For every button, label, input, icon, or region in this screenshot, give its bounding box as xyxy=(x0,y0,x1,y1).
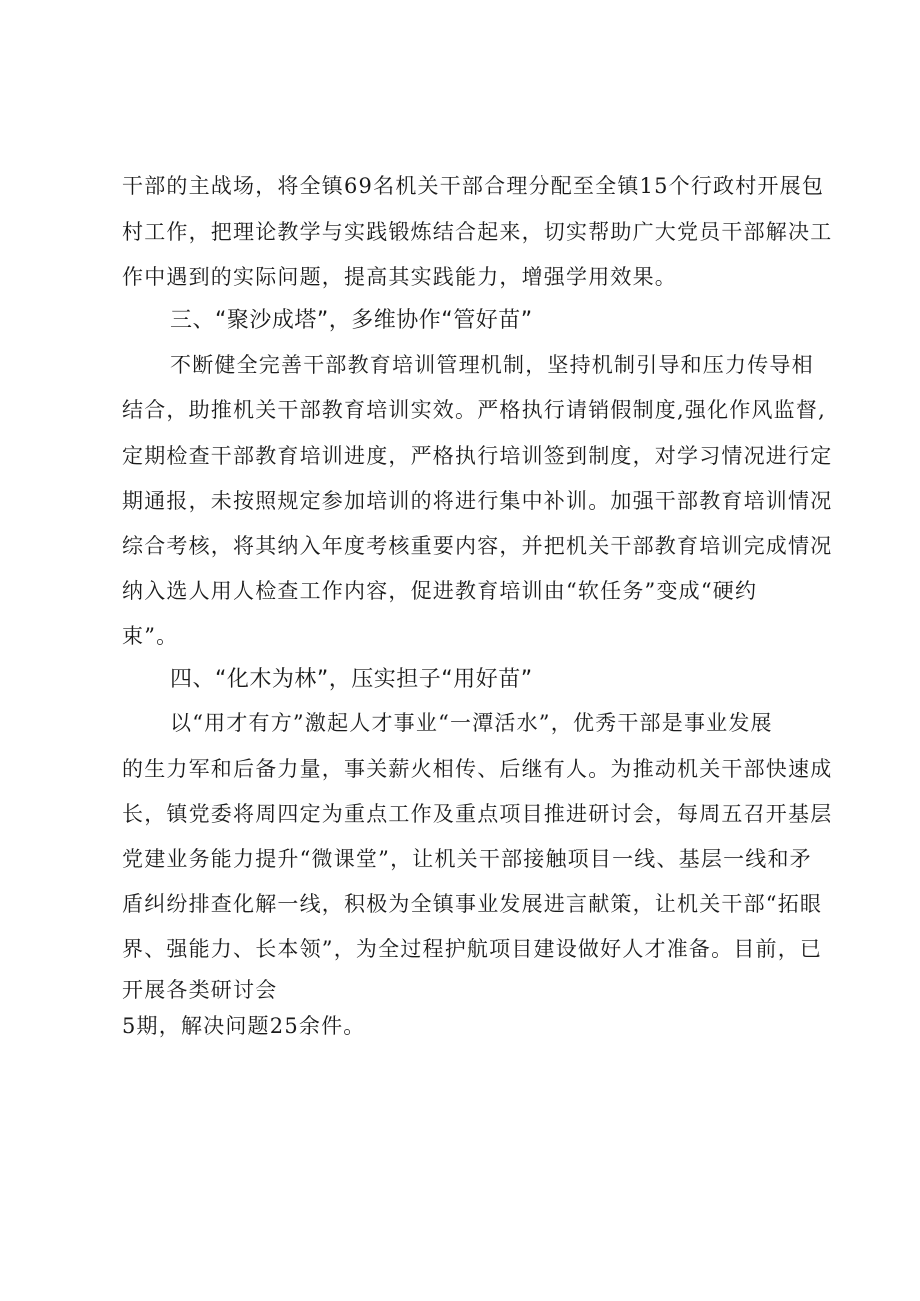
section-3-line-1: 不断健全完善干部教育培训管理机制，坚持机制引导和压力传导相 xyxy=(170,353,814,377)
section-4-line-8: 5期，解决问题25余件。 xyxy=(122,1014,366,1038)
section-3-line-5: 综合考核，将其纳入年度考核重要内容，并把机关干部教育培训完成情况 xyxy=(122,534,833,558)
section-4-line-6: 界、强能力、长本领”，为全过程护航项目建设做好人才准备。目前，已 xyxy=(122,937,823,961)
section-4-line-2: 的生力军和后备力量，事关薪火相传、后继有人。为推动机关干部快速成 xyxy=(122,757,833,781)
section-3-heading: 三、“聚沙成塔”，多维协作“管好苗” xyxy=(170,308,533,333)
section-4-heading: 四、“化木为林”，压实担子“用好苗” xyxy=(170,667,533,692)
section-3-line-3: 定期检查干部教育培训进度，严格执行培训签到制度，对学习情况进行定 xyxy=(122,444,833,468)
intro-line-3: 作中遇到的实际问题，提高其实践能力，增强学用效果。 xyxy=(122,265,677,289)
section-3-line-2: 结合，助推机关干部教育培训实效。严格执行请销假制度,强化作风监督, xyxy=(122,398,826,422)
intro-line-1: 干部的主战场，将全镇69名机关干部合理分配至全镇15个行政村开展包 xyxy=(122,174,825,198)
section-4-line-1: 以“用才有方”激起人才事业“一潭活水”，优秀干部是事业发展 xyxy=(170,711,773,735)
section-4-line-3: 长，镇党委将周四定为重点工作及重点项目推进研讨会，每周五召开基层 xyxy=(122,802,833,826)
section-3-line-7: 束”。 xyxy=(122,624,179,648)
section-4-line-4: 党建业务能力提升“微课堂”，让机关干部接触项目一线、基层一线和矛 xyxy=(122,847,812,871)
section-4-line-7: 开展各类研讨会 xyxy=(122,978,278,1002)
section-4-line-5: 盾纠纷排查化解一线，积极为全镇事业发展进言献策，让机关干部“拓眼 xyxy=(122,892,823,916)
section-3-line-6: 纳入选人用人检查工作内容，促进教育培训由“软任务”变成“硬约 xyxy=(122,579,758,603)
intro-line-2: 村工作，把理论教学与实践锻炼结合起来，切实帮助广大党员干部解决工 xyxy=(122,220,833,244)
section-3-line-4: 期通报，未按照规定参加培训的将进行集中补训。加强干部教育培训情况 xyxy=(122,489,833,513)
